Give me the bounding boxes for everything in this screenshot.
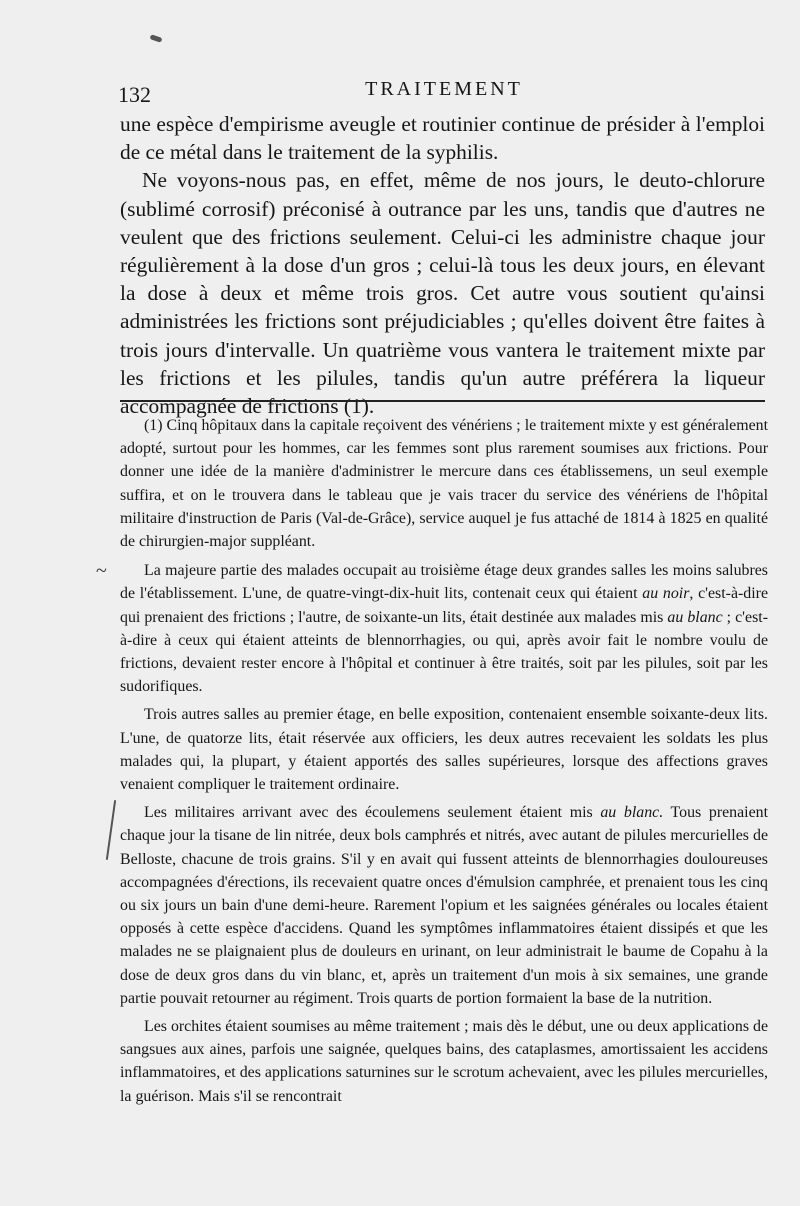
- footnote-paragraph-2: [120, 559, 768, 698]
- ink-speck: [150, 34, 163, 42]
- footnote: [120, 414, 768, 1113]
- margin-pencil-mark: ~: [96, 560, 107, 582]
- footnote-paragraph-1: (1) Cinq hôpitaux dans la capitale reçoivent des vénériens ; le traitement mixte y est généralement adopté, surtout pour les hommes, car les femmes sont plus rarement soumises aux frictions. Pour donner une idée de la manière d'administrer le mercure dans ces établissemens, un seul exemple suffira, et on le trouvera dans le tableau que je vais tracer du service des vénériens de l'hôpital militaire d'instruction de Paris (Val-de-Grâce), service auquel je fus attaché de 1814 à 1825 en qualité de chirurgien-major suppléant.: [120, 417, 768, 551]
- footnote-text: La majeure partie des malades occupait au troisième étage deux grandes salles les moins salubres de l'établissement. L'une, de quatre-vingt-dix-huit lits, contenait ceux qui étaient: [120, 562, 768, 603]
- main-text: [120, 110, 765, 420]
- running-head: TRAITEMENT: [365, 78, 523, 100]
- footnote-paragraph-3: Trois autres salles au premier étage, en belle exposition, contenaient ensemble soixante-deux lits. L'une, de quatorze lits, était réservée aux officiers, les deux autres recevaient les soldats les plus malades qui, la plupart, y étaient apportés des salles supérieures, lorsque des affections graves venaient compliquer le traitement ordinaire.: [120, 706, 768, 794]
- footnote-text: Les militaires arrivant avec des écoulemens seulement étaient mis: [144, 804, 601, 822]
- footnote-italic: au blanc: [667, 608, 723, 626]
- footnote-text: , c'est-à-dire qui prenaient des frictions ; l'autre, de soixante-un lits, était destinée aux malades mis: [120, 585, 769, 626]
- footnote-text: ; c'est-à-dire à ceux qui étaient atteints de blennorrhagies, ou qui, après avoir fait le nombre voulu de frictions, devaient rester encore à l'hôpital et continuer à être traités, soit par les pilules, soit par les sudorifiques.: [120, 608, 768, 696]
- page-number: 132: [118, 82, 151, 107]
- footnote-text: Tous prenaient chaque jour la tisane de lin nitrée, deux bols camphrés et nitrés, avec autant de pilules mercurielles de Belloste, chacune de trois grains. S'il y en avait qui fussent atteints de blennorrhagies douloureuses accompagnées d'érections, ils recevaient quatre onces d'émulsion camphrée, et prenaient tous les cinq ou six jours un bain d'une demi-heure. Rarement l'opium et les saignées générales ou locales étaient opposés à cette espèce d'accidens. Quand les symptômes inflammatoires étaient dissipés et que les malades ne se plaignaient plus de douleurs en urinant, on leur administrait le baume de Copahu à la dose de deux gros dans du vin blanc, et, après un traitement d'un mois à six semaines, une grande partie pouvait retourner au régiment. Trois quarts de portion formaient la base de la nutrition.: [120, 804, 768, 1007]
- footnote-paragraph-5: Les orchites étaient soumises au même traitement ; mais dès le début, une ou deux applications de sangsues aux aines, parfois une saignée, quelques bains, des cataplasmes, amortissaient les accidens inflammatoires, et des applications saturnines sur le scrotum achevaient, avec les pilules mercurielles, la guérison. Mais s'il se rencontrait: [120, 1018, 768, 1105]
- main-paragraph-1: une espèce d'empirisme aveugle et routinier continue de présider à l'emploi de ce métal dans le traitement de la syphilis.: [120, 112, 765, 165]
- margin-pencil-line: [106, 800, 116, 860]
- page-header: [118, 74, 770, 106]
- footnote-rule: [120, 400, 765, 402]
- footnote-italic: au noir: [642, 585, 690, 603]
- footnote-italic: au blanc.: [600, 804, 664, 822]
- footnote-paragraph-4: [120, 801, 768, 1010]
- main-paragraph-2: Ne voyons-nous pas, en effet, même de nos jours, le deuto-chlorure (sublimé corrosif) préconisé à outrance par les uns, tandis que d'autres ne veulent que des frictions seulement. Celui-ci les administre chaque jour régulièrement à la dose d'un gros ; celui-là tous les deux jours, en élevant la dose à deux et même trois gros. Cet autre vous soutient qu'ainsi administrées les frictions sont préjudiciables ; qu'elles doivent être faites à trois jours d'intervalle. Un quatrième vous vantera le traitement mixte par les frictions et les pilules, tandis qu'un autre préférera la liqueur accompagnée de frictions (1).: [120, 168, 765, 419]
